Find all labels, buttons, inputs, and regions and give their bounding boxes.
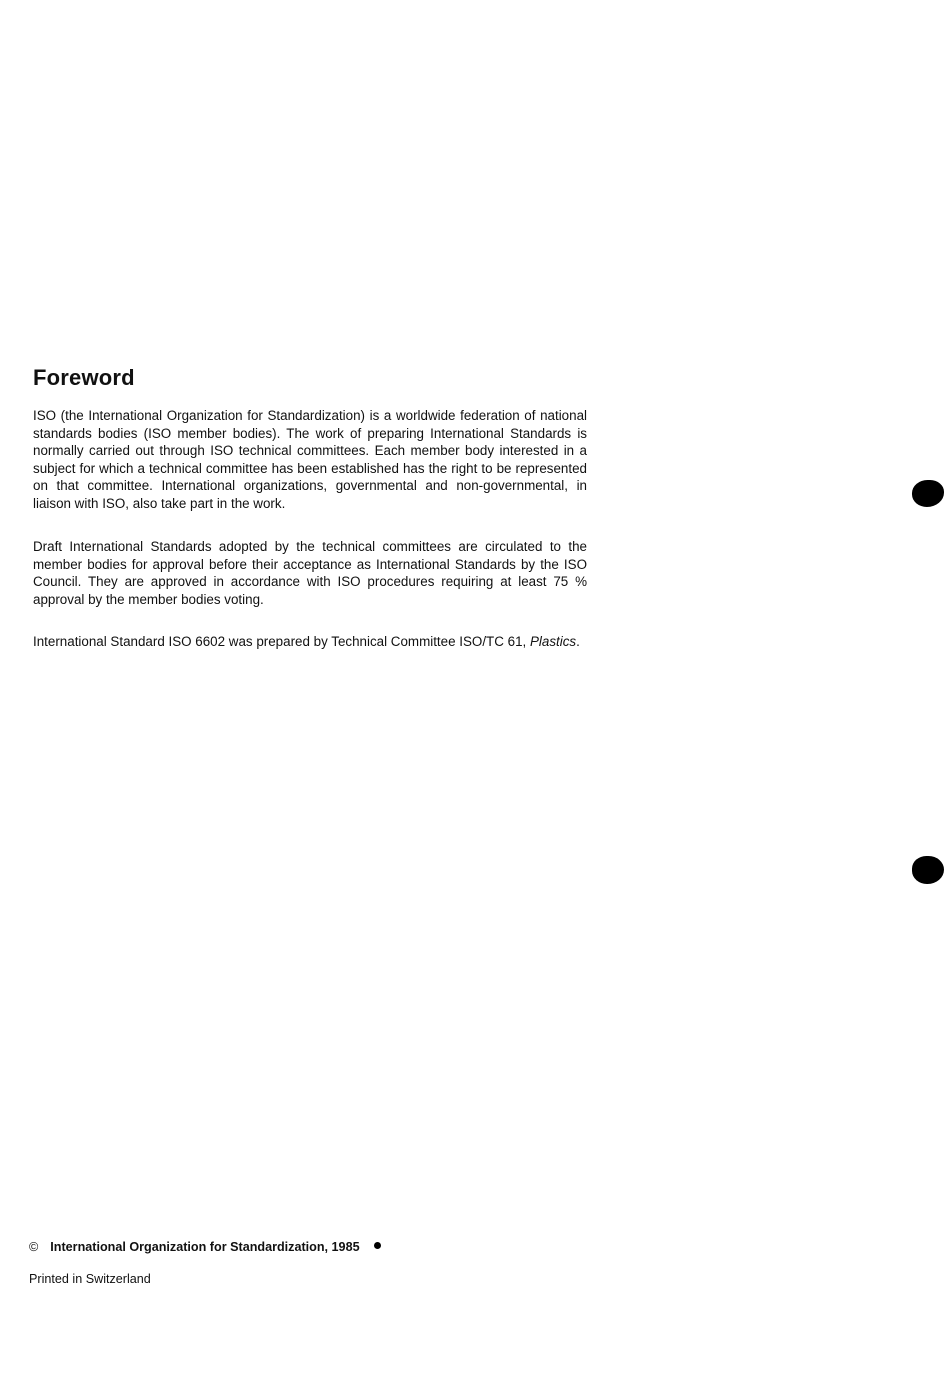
copyright-line bbox=[29, 1240, 381, 1254]
page-title: Foreword bbox=[33, 365, 135, 390]
foreword-paragraph-2: Draft International Standards adopted by the technical committees are circulated to the member bodies for approval before their acceptance as International Standards by the ISO Council. They are approved in accordance with ISO procedures requiring at least 75 % approval by the member bodies voting. bbox=[33, 539, 587, 607]
foreword-paragraph-1: ISO (the International Organization for Standardization) is a worldwide federation of national standards bodies (ISO member bodies). The work of preparing International Standards is normally carried out through ISO technical committees. Each member body interested in a subject for which a technical committee has been established has the right to be represented on that committee. International organizations, governmental and non-governmental, in liaison with ISO, also take part in the work. bbox=[33, 408, 587, 511]
punch-hole-mark bbox=[912, 856, 944, 884]
bullet-dot-icon bbox=[374, 1242, 381, 1249]
foreword-paragraph-3 bbox=[33, 633, 587, 651]
copyright-text: International Organization for Standardization, 1985 bbox=[50, 1240, 360, 1254]
prepared-by-text: International Standard ISO 6602 was prepared by Technical Committee ISO/TC 61, bbox=[33, 634, 527, 649]
printed-in-text: Printed in Switzerland bbox=[29, 1272, 151, 1286]
committee-name: Plastics bbox=[529, 634, 577, 649]
end-punctuation: . bbox=[576, 634, 580, 649]
punch-hole-mark bbox=[912, 480, 944, 507]
copyright-icon: © bbox=[29, 1240, 39, 1254]
